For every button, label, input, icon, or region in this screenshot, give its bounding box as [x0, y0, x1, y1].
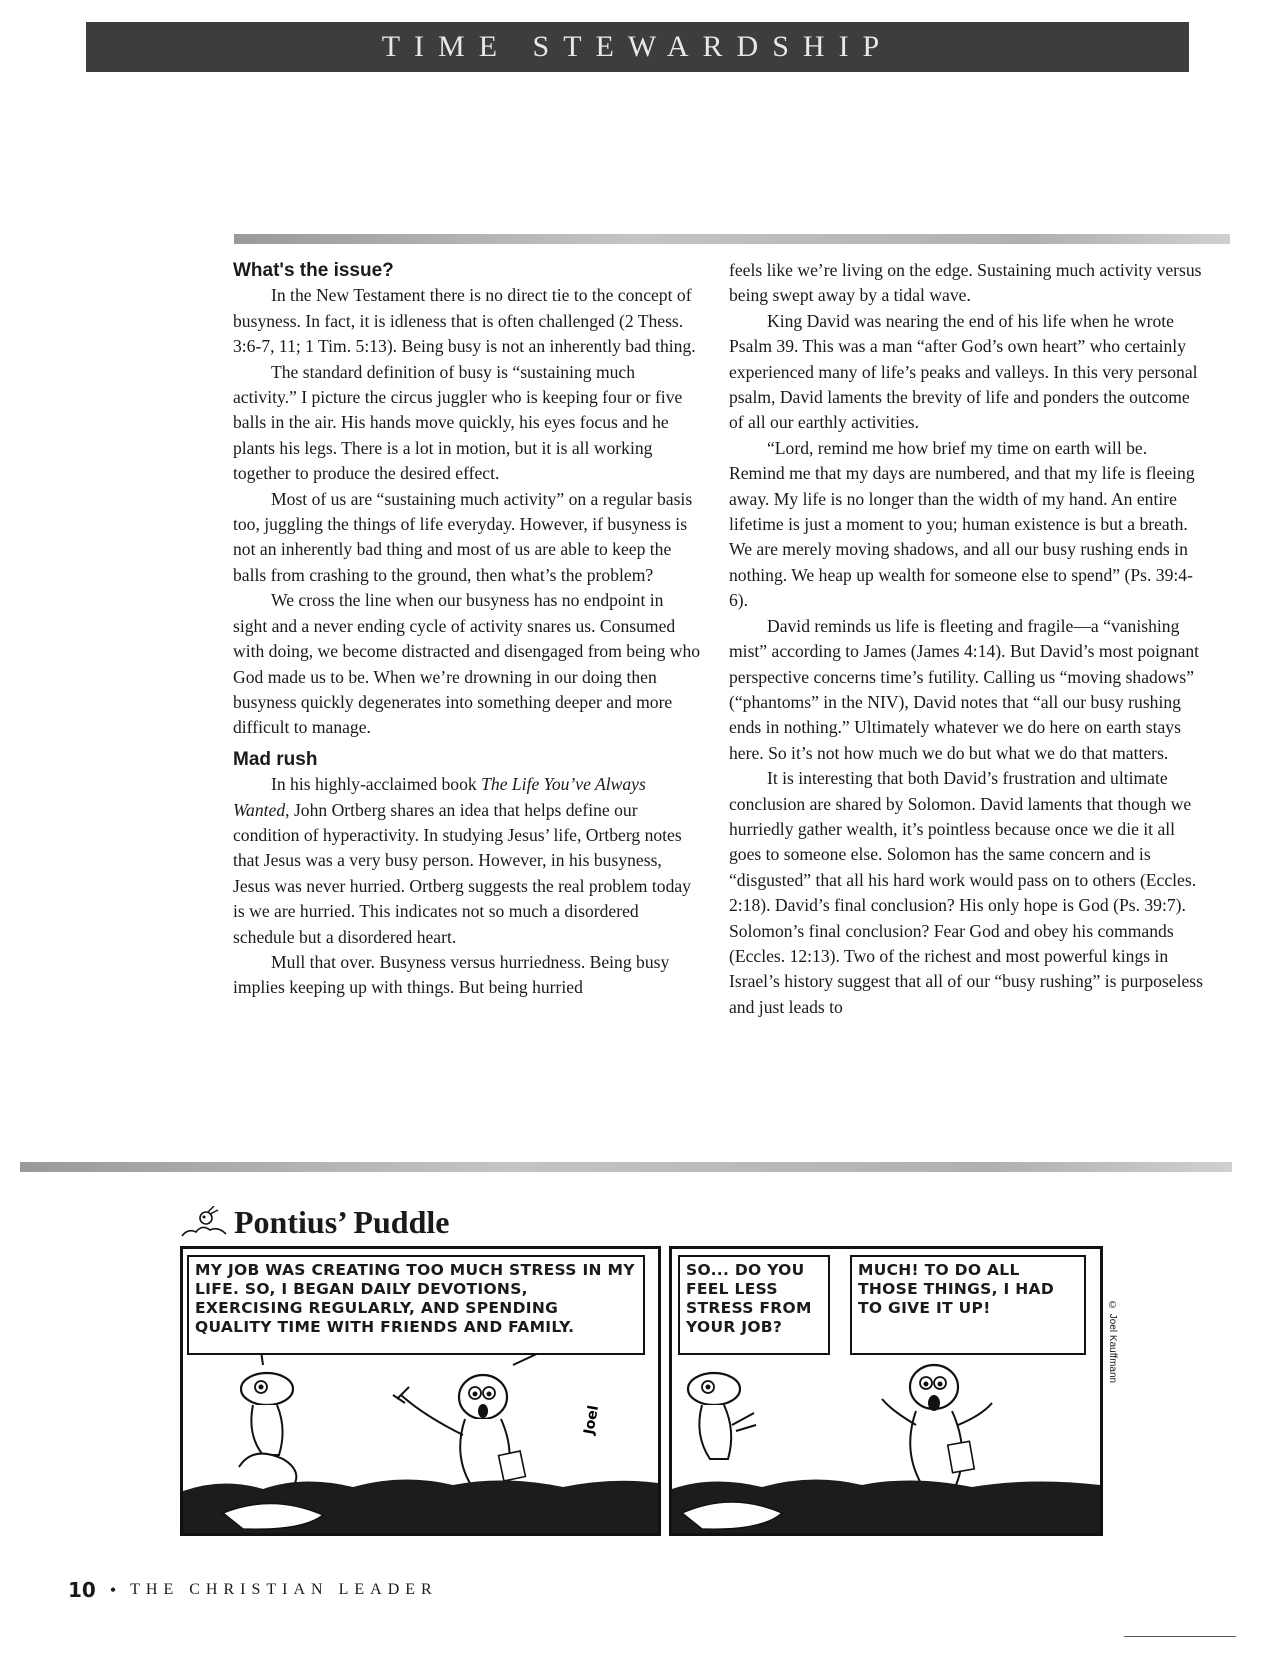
comic-divider-rule: [20, 1162, 1232, 1172]
top-divider-rule: [234, 234, 1230, 244]
paragraph: We cross the line when our busyness has no endpoint in sight and a never ending cycle of activity snares us. Consumed with doing, we become distracted and disengaged from being who God made us to be. When we’re drowning in our doing then busyness quickly degenerates into something deeper and more difficult to manage.: [233, 590, 701, 738]
page-number: 10: [68, 1578, 96, 1602]
book-title: The Life You’ve Always Wanted: [233, 774, 646, 820]
ground-shading: [183, 1473, 658, 1533]
footer-rule: [1124, 1636, 1236, 1637]
speech-bubble: MY JOB WAS CREATING TOO MUCH STRESS IN MY LIFE. SO, I BEGAN DAILY DEVOTIONS, EXERCISING REGULARLY, AND SPENDING QUALITY TIME WITH FRIENDS AND FAMILY.: [187, 1255, 645, 1355]
comic-panel-1: [180, 1246, 661, 1536]
paragraph: The standard definition of busy is “sustaining much activity.” I picture the circus juggler who is keeping four or five balls in the air. His hands move quickly, his eyes focus and he plants his legs. There is a lot in motion, but it is all working together to produce the desired effect.: [233, 361, 683, 484]
paragraph: Mull that over. Busyness versus hurriedness. Being busy implies keeping up with things. But being hurried: [233, 951, 670, 998]
left-article-column: [233, 258, 701, 1001]
speech-bubble-question: SO... DO YOU FEEL LESS STRESS FROM YOUR JOB?: [678, 1255, 830, 1355]
page-footer: [68, 1578, 438, 1602]
artist-signature: Joel: [581, 1404, 602, 1436]
comic-panel-2: [669, 1246, 1103, 1536]
puddle-character-icon: [178, 1206, 230, 1240]
paragraph: Most of us are “sustaining much activity” on a regular basis too, juggling the things of life everyday. However, if busyness is not an inherently bad thing and most of us are able to keep the balls from crashing to the ground, then what’s the problem?: [233, 488, 693, 585]
paragraph: King David was nearing the end of his life when he wrote Psalm 39. This was a man “after God’s own heart” who certainly experienced many of life’s peaks and valleys. In this very personal psalm, David laments the brevity of life and ponders the outcome of all our earthly activities.: [729, 310, 1198, 433]
heading-mad-rush: Mad rush: [233, 748, 318, 770]
speech-bubble-answer: MUCH! TO DO ALL THOSE THINGS, I HAD TO GIVE IT UP!: [850, 1255, 1086, 1355]
paragraph: It is interesting that both David’s frustration and ultimate conclusion are shared by Solomon. David laments that though we hurriedly gather wealth, it’s pointless because once we die it all goes to someone else. Solomon has the same concern and is “disgusted” that all his hard work would pass on to others (Eccles. 2:18). David’s final conclusion? His only hope is God (Ps. 39:7). Solomon’s final conclusion? Fear God and obey his commands (Eccles. 12:13). Two of the richest and most powerful kings in Israel’s history suggest that all of our “busy rushing” is purposeless and just leads to: [729, 768, 1203, 1017]
paragraph: David reminds us life is fleeting and fragile—a “vanishing mist” according to James (James 4:14). But David’s most poignant perspective concerns time’s futility. Calling us “moving shadows” (“phantoms” in the NIV), David notes that “all our busy rushing ends in nothing.” Ultimately whatever we do here on earth stays here. So it’s not how much we do but what we do that matters.: [729, 615, 1200, 763]
paragraph: feels like we’re living on the edge. Sustaining much activity versus being swept away by a tidal wave.: [729, 260, 1202, 306]
section-header-bar: [86, 22, 1189, 72]
ground-shading: [672, 1473, 1100, 1533]
footer-bullet: •: [109, 1579, 117, 1600]
publication-name: THE CHRISTIAN LEADER: [130, 1581, 438, 1598]
comic-title: [178, 1204, 449, 1241]
text: In his highly-acclaimed book: [271, 774, 482, 795]
comic-strip-name: Pontius’ Puddle: [234, 1204, 450, 1240]
heading-whats-the-issue: What's the issue?: [233, 260, 394, 281]
section-title: TIME STEWARDSHIP: [381, 30, 894, 63]
paragraph: In the New Testament there is no direct tie to the concept of busyness. In fact, it is idleness that is often challenged (2 Thess. 3:6-7, 11; 1 Tim. 5:13). Being busy is not an inherently bad thing.: [233, 285, 696, 357]
scripture-quote: “Lord, remind me how brief my time on earth will be. Remind me that my days are numbered, and that my life is fleeing away. My life is no longer than the width of my hand. An entire lifetime is just a moment to you; human existence is but a breath. We are merely moving shadows, and all our busy rushing ends in nothing. We heap up wealth for someone else to spend” (Ps. 39:4-6).: [729, 437, 1195, 611]
right-article-column: [729, 258, 1203, 1020]
paragraph-with-book-title: [233, 772, 701, 950]
text: , John Ortberg shares an idea that helps define our condition of hyperactivity. In studying Jesus’ life, Ortberg notes that Jesus was a very busy person. However, in his busyness, Jesus was never hurried. Ortberg suggests the real problem today is we are hurried. This indicates not so much a disordered schedule but a disordered heart.: [233, 799, 691, 947]
comic-copyright: © Joel Kauffmann: [1107, 1300, 1118, 1384]
